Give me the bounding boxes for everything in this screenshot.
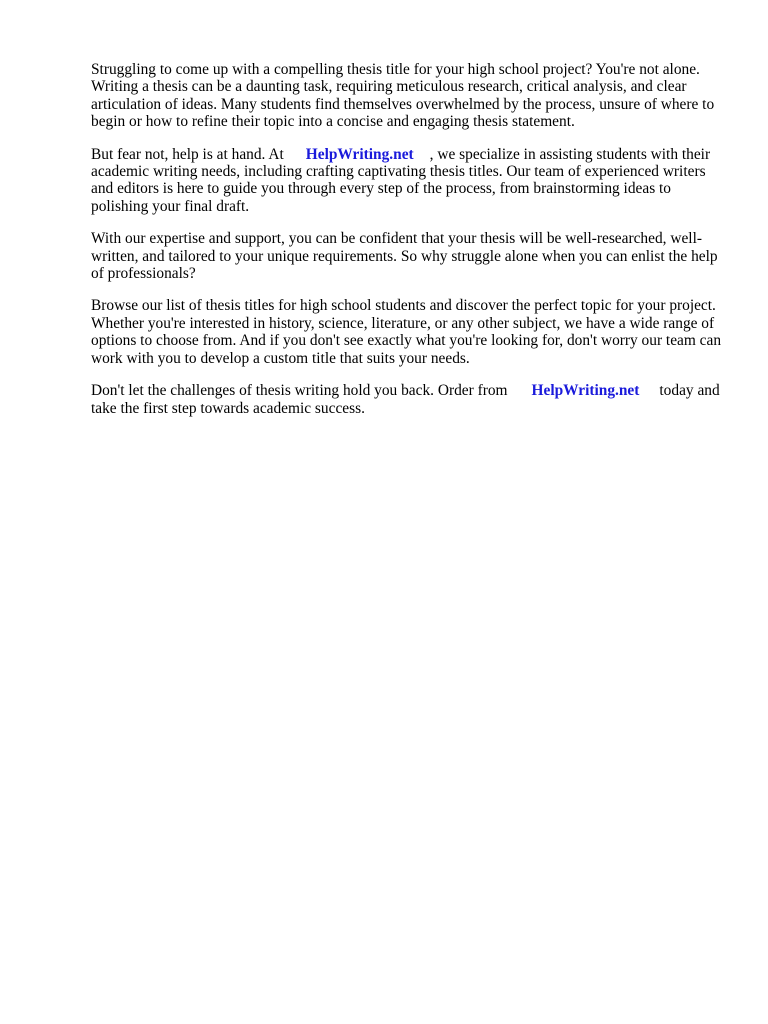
paragraph-expertise-text: With our expertise and support, you can be confident that your thesis will be well-researched, well-written, and tailored to your unique requirements. So why struggle alone when you can enlist the help of professionals?: [91, 230, 718, 283]
paragraph-help-text-before: But fear not, help is at hand. At: [91, 145, 284, 163]
paragraph-expertise: [91, 230, 723, 282]
paragraph-browse-text: Browse our list of thesis titles for high school students and discover the perfect topic for your project. Whether you're interested in history, science, literature, or any other subject, we have a wide range of options to choose from. And if you don't see exactly what you're looking for, don't worry our team can work with you to develop a custom title that suits your needs.: [91, 297, 722, 367]
paragraph-intro-text: Struggling to come up with a compelling thesis title for your high school project? You're not alone. Writing a thesis can be a daunting task, requiring meticulous research, critical analysis, and clear articulation of ideas. Many students find themselves overwhelmed by the process, unsure of where to begin or how to refine their topic into a concise and engaging thesis statement.: [91, 61, 715, 131]
helpwriting-link[interactable]: HelpWriting.net: [305, 145, 414, 163]
paragraph-intro: [91, 61, 723, 131]
paragraph-browse: [91, 297, 723, 367]
paragraph-order-text-after: today and take the first step towards academic success.: [91, 382, 720, 417]
paragraph-order-text-before: Don't let the challenges of thesis writing hold you back. Order from: [91, 382, 508, 400]
paragraph-help: [91, 146, 723, 216]
paragraph-order: [91, 382, 723, 417]
document-body: [91, 61, 723, 432]
paragraph-help-text-after: , we specialize in assisting students with their academic writing needs, including crafting captivating thesis titles. Our team of experienced writers and editors is here to guide you through every step of the process, from brainstorming ideas to polishing your final draft.: [91, 145, 711, 215]
helpwriting-order-link[interactable]: HelpWriting.net: [531, 382, 640, 400]
